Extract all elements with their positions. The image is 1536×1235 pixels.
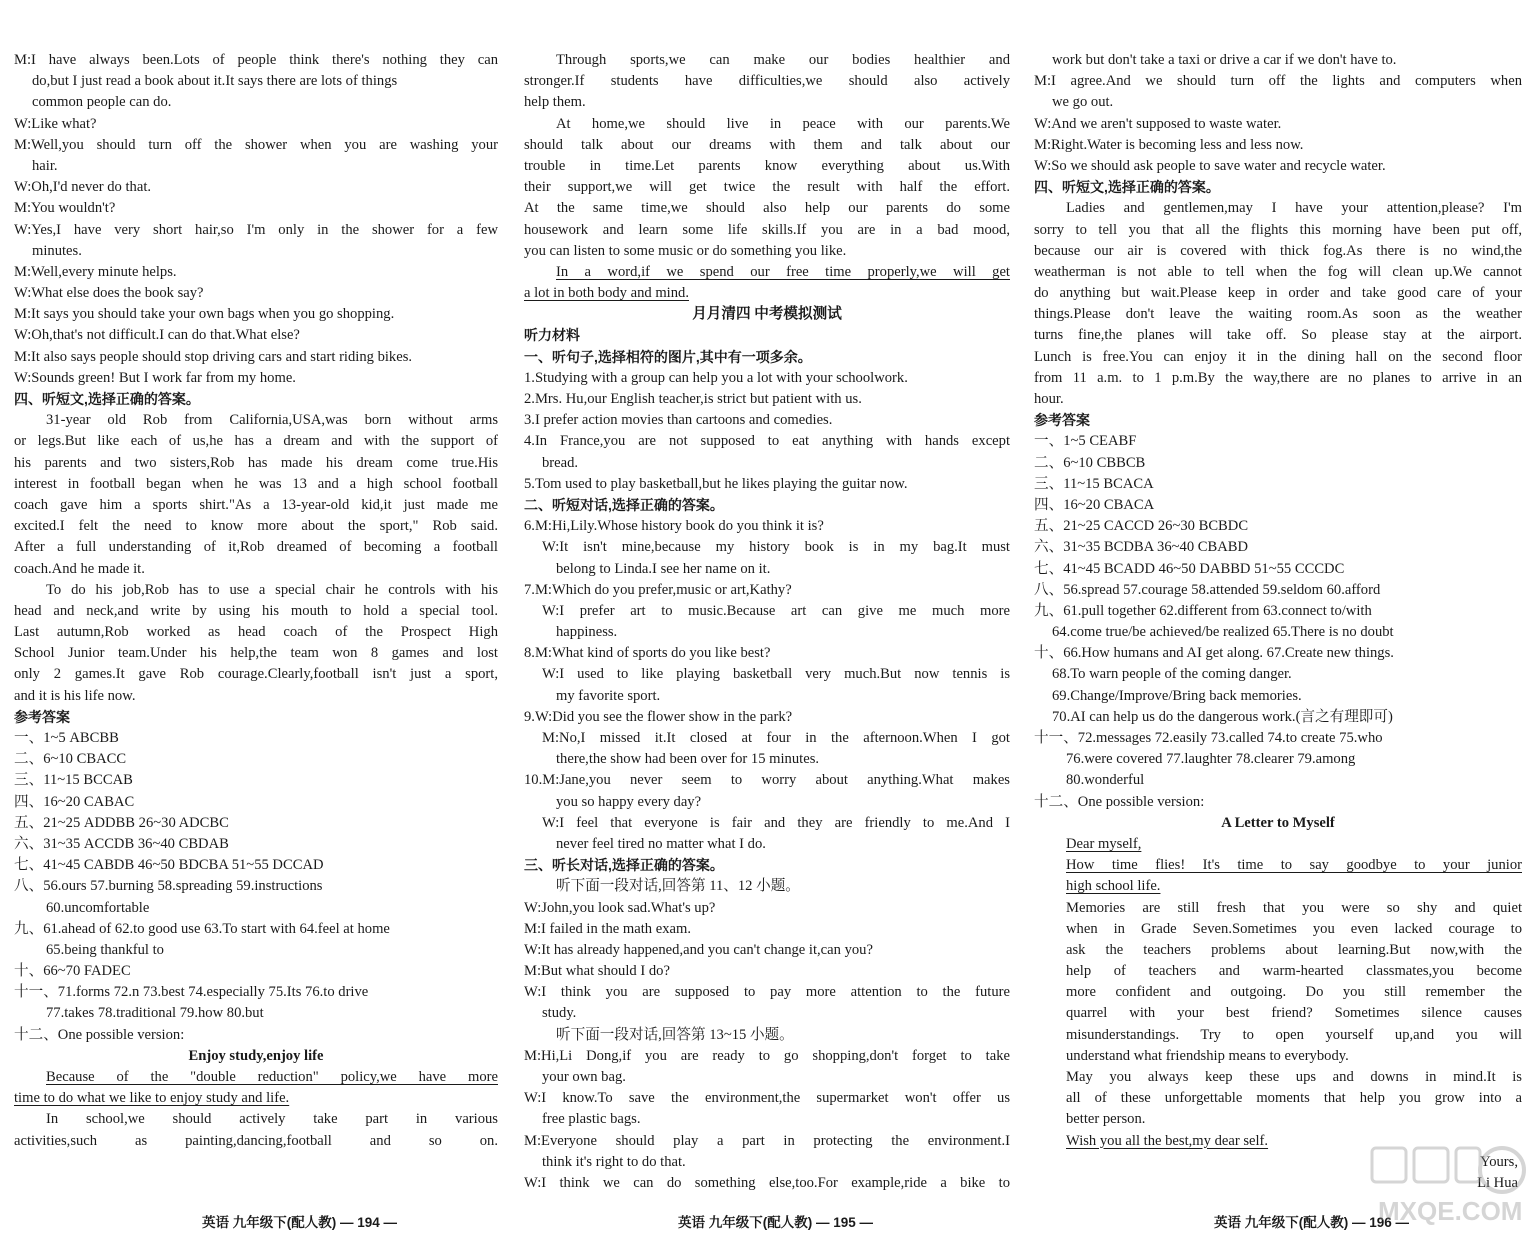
text-line: study. (542, 1005, 577, 1022)
text-line: Through sports,we can make our bodies healthier and (556, 52, 1010, 68)
text-line: ask the teachers problems about learning.But now,with the (1066, 941, 1522, 958)
text-line: free plastic bags. (542, 1111, 641, 1128)
text-line: Memories are still fresh that you were so shy and quiet (1066, 899, 1522, 916)
text-line: never feel tired no matter what I do. (556, 835, 766, 852)
text-line: M:I failed in the math exam. (524, 920, 691, 937)
text-line: interest in football began when he was 13 and a high school football (14, 475, 498, 492)
text-line: 听下面一段对话,回答第 13~15 小题。 (556, 1026, 794, 1043)
text-line: help them. (524, 94, 586, 111)
text-line: 65.being thankful to (46, 941, 164, 958)
text-line: or legs.But like each of us,he has a dream and with the support of (14, 433, 498, 450)
text-line: M:Right.Water is becoming less and less now. (1034, 136, 1304, 153)
text-line: coach gave him a sports shirt."As a 13-year-old kid,it just made me (14, 496, 498, 513)
text-line: should talk about our dreams with them and talk about our (524, 136, 1010, 153)
text-line: W:Yes,I have very short hair,so I'm only in the shower for a few (14, 221, 498, 238)
text-line: At the same time,we should also help our parents do some (524, 200, 1010, 217)
text-line: 4.In France,you are not supposed to eat anything with hands except (524, 433, 1010, 450)
text-line: 九、61.pull together 62.different from 63.connect to/with (1034, 602, 1372, 619)
text-line: from 11 a.m. to 1 p.m.By the way,there are no planes to arrive in an (1034, 369, 1522, 386)
text-line: housework and learn some life skills.If you are in a bad mood, (524, 221, 1010, 238)
text-line: coach.And he made it. (14, 560, 145, 577)
text-line: 六、31~35 BCDBA 36~40 CBABD (1034, 539, 1249, 556)
text-line: 9.W:Did you see the flower show in the park? (524, 708, 793, 725)
text-line: 6.M:Hi,Lily.Whose history book do you think it is? (524, 518, 824, 535)
text-line: 七、41~45 CABDB 46~50 BDCBA 51~55 DCCAD (14, 857, 324, 874)
text-line: 四、16~20 CABAC (14, 793, 135, 810)
text-line: think it's right to do that. (542, 1153, 686, 1170)
text-line: W:So we should ask people to save water and recycle water. (1034, 157, 1386, 174)
text-line: M:I agree.And we should turn off the lights and computers when (1034, 73, 1522, 90)
text-line: head and neck,and write by using his mouth to hold a special tool. (14, 602, 498, 619)
text-line: 月月清四 中考模拟测试 (692, 306, 842, 323)
text-line: School Junior team.Under his help,the team won 8 games and lost (14, 645, 498, 662)
text-line: Lunch is free.You can enjoy it in the dining hall on the second floor (1034, 348, 1522, 365)
text-line: W:I used to like playing basketball very much.But now tennis is (542, 666, 1010, 683)
text-line: M:You wouldn't? (14, 200, 116, 217)
text-line: quarrel with your best friend? Sometimes silence causes (1066, 1005, 1522, 1022)
text-line: 七、41~45 BCADD 46~50 DABBD 51~55 CCCDC (1034, 560, 1345, 577)
text-line: hour. (1034, 391, 1064, 407)
text-line: things.Please don't leave the waiting room.As soon as the weather (1034, 306, 1522, 323)
text-line: trouble in time.Let parents know everything about us.With (524, 157, 1010, 174)
text-line: 八、56.ours 57.burning 58.spreading 59.instructions (14, 878, 323, 895)
text-line: Li Hua (1477, 1174, 1518, 1191)
text-line: At home,we should live in peace with our parents.We (556, 115, 1010, 132)
text-line: bread. (542, 454, 579, 471)
text-line: 五、21~25 CACCD 26~30 BCBDC (1034, 518, 1249, 535)
text-line: 六、31~35 ACCDB 36~40 CBDAB (14, 835, 229, 852)
text-line: W:It isn't mine,because my history book is in my bag.It must (542, 539, 1010, 556)
text-line: 10.M:Jane,you never seem to worry about anything.What makes (524, 772, 1010, 789)
text-line: help of teachers and warm-hearted classmates,you become (1066, 963, 1522, 980)
text-line: 80.wonderful (1066, 772, 1145, 789)
text-line: In a word,if we spend our free time properly,we will get (556, 263, 1010, 280)
text-line: 2.Mrs. Hu,our English teacher,is strict but patient with us. (524, 391, 862, 407)
text-line: 8.M:What kind of sports do you like best? (524, 645, 771, 662)
text-line: weatherman is not able to tell when the fog will clean up.We cannot (1034, 263, 1522, 280)
text-line: 二、听短对话,选择正确的答案。 (524, 496, 724, 513)
text-line: 四、16~20 CBACA (1034, 496, 1155, 513)
text-line: M:It says you should take your own bags when you go shopping. (14, 306, 395, 323)
text-line: 参考答案 (1034, 412, 1090, 429)
text-line: Yours, (1480, 1153, 1518, 1170)
text-line: 二、6~10 CBACC (14, 751, 127, 768)
watermark-text: MXQE.COM (1378, 1196, 1523, 1226)
text-line: 1.Studying with a group can help you a lot with your schoolwork. (524, 369, 908, 386)
text-line: W:Oh,that's not difficult.I can do that.What else? (14, 327, 300, 344)
text-line: 60.uncomfortable (46, 899, 150, 916)
text-line: do anything but wait.Please keep in order and take good care of your (1034, 285, 1522, 302)
text-line: W:Oh,I'd never do that. (14, 179, 152, 196)
text-line: M:It also says people should stop driving cars and start riding bikes. (14, 348, 413, 365)
text-line: 68.To warn people of the coming danger. (1052, 666, 1292, 683)
text-line: my favorite sport. (556, 687, 661, 704)
text-line: 3.I prefer action movies than cartoons and comedies. (524, 412, 833, 429)
text-line: W:Sounds green! But I work far from my home. (14, 369, 296, 386)
text-line: 二、6~10 CBBCB (1034, 454, 1146, 471)
text-line: 64.come true/be achieved/be realized 65.There is no doubt (1052, 624, 1394, 641)
text-line: Dear myself, (1066, 835, 1142, 852)
text-line: when in Grade Seven.Sometimes you even lacked courage to (1066, 920, 1522, 937)
text-line: you so happy every day? (556, 793, 702, 810)
text-line: W:I feel that everyone is fair and they are friendly to me.And I (542, 814, 1010, 831)
text-line: 听下面一段对话,回答第 11、12 小题。 (556, 878, 800, 895)
text-line: Wish you all the best,my dear self. (1066, 1132, 1269, 1149)
text-line: M:Well,every minute helps. (14, 263, 177, 280)
text-line: W:I think you are supposed to pay more attention to the future (524, 984, 1010, 1001)
text-line: 7.M:Which do you prefer,music or art,Kathy? (524, 581, 792, 598)
column-page-194 (14, 50, 498, 1152)
column-page-196 (1034, 50, 1522, 1194)
text-line: understand what friendship means to everybody. (1066, 1047, 1349, 1064)
text-line: 四、听短文,选择正确的答案。 (14, 391, 200, 407)
text-line: 69.Change/Improve/Bring back memories. (1052, 687, 1302, 704)
text-line: W:And we aren't supposed to waste water. (1034, 115, 1282, 132)
text-line: and it is his life now. (14, 687, 136, 704)
text-line: only 2 games.It gave Rob courage.Clearly,football isn't just a sport, (14, 666, 498, 683)
text-line: Because of the "double reduction" policy,we have more (46, 1069, 498, 1085)
text-line: May you always keep these ups and downs in mind.It is (1066, 1069, 1522, 1085)
text-line: 三、11~15 BCCAB (14, 772, 133, 789)
text-line: misunderstandings. Try to open yourself up,and you will (1066, 1026, 1522, 1043)
text-line: 三、听长对话,选择正确的答案。 (524, 857, 724, 874)
text-line: 十、66.How humans and AI get along. 67.Create new things. (1034, 645, 1394, 662)
text-line: 十二、One possible version: (1034, 793, 1205, 810)
text-line: After a full understanding of it,Rob dreamed of becoming a football (14, 539, 498, 556)
footer-page-195: 英语 九年级下(配人教) — 195 — (678, 1215, 874, 1230)
text-line: high school life. (1066, 878, 1161, 895)
text-line: 参考答案 (14, 708, 70, 725)
text-line: 77.takes 78.traditional 79.how 80.but (46, 1005, 264, 1022)
text-line: 一、1~5 CEABF (1034, 433, 1137, 450)
text-line: minutes. (32, 242, 82, 259)
text-line: M:No,I missed it.It closed at four in the afternoon.When I got (542, 730, 1010, 746)
text-line: M:Well,you should turn off the shower when you are washing your (14, 136, 498, 153)
text-line: W:I prefer art to music.Because art can give me much more (542, 602, 1010, 619)
text-line: activities,such as painting,dancing,football and so on. (14, 1132, 498, 1149)
text-line: M:I have always been.Lots of people think there's nothing they can (14, 52, 498, 68)
text-line: To do his job,Rob has to use a special chair he controls with his (46, 581, 498, 598)
text-line: 5.Tom used to play basketball,but he likes playing the guitar now. (524, 475, 908, 492)
text-line: M:Everyone should play a part in protecting the environment.I (524, 1132, 1010, 1149)
text-line: do,but I just read a book about it.It says there are lots of things (32, 73, 398, 90)
text-line: W:What else does the book say? (14, 285, 204, 302)
text-line: your own bag. (542, 1069, 626, 1085)
text-line: 一、1~5 ABCBB (14, 730, 119, 746)
text-line: A Letter to Myself (1221, 814, 1335, 831)
text-line: we go out. (1052, 94, 1114, 111)
text-line: Enjoy study,enjoy life (188, 1047, 324, 1064)
text-line: stronger.If students have difficulties,we should also actively (524, 73, 1010, 90)
text-line: In school,we should actively take part in various (46, 1111, 498, 1128)
text-line: How time flies! It's time to say goodbye to your junior (1066, 857, 1522, 874)
text-line: excited.I felt the need to know more about the sport," Rob said. (14, 518, 498, 535)
text-line: 听力材料 (524, 327, 580, 344)
text-line: better person. (1066, 1111, 1146, 1128)
text-line: a lot in both body and mind. (524, 285, 689, 302)
text-line: you can listen to some music or do something you like. (524, 242, 847, 259)
text-line: there,the show had been over for 15 minutes. (556, 751, 820, 768)
text-line: 31-year old Rob from California,USA,was born without arms (46, 412, 498, 429)
text-line: his parents and two sisters,Rob has made his dream come true.His (14, 454, 498, 471)
column-page-195 (524, 50, 1010, 1194)
footer-page-196: 英语 九年级下(配人教) — 196 — (1214, 1215, 1410, 1230)
text-line: 十、66~70 FADEC (14, 963, 131, 980)
text-line: 76.were covered 77.laughter 78.clearer 79.among (1066, 751, 1356, 768)
text-line: W:It has already happened,and you can't change it,can you? (524, 941, 873, 958)
text-line: 三、11~15 BCACA (1034, 475, 1154, 492)
text-line: W:Like what? (14, 115, 97, 132)
text-line: 十二、One possible version: (14, 1026, 185, 1043)
footer-page-194: 英语 九年级下(配人教) — 194 — (202, 1215, 398, 1230)
text-line: 十一、71.forms 72.n 73.best 74.especially 75.Its 76.to drive (14, 984, 369, 1001)
text-line: 四、听短文,选择正确的答案。 (1034, 179, 1220, 196)
text-line: all of these unforgettable moments that help you grow into a (1066, 1090, 1522, 1107)
text-line: W:I know.To save the environment,the supermarket won't offer us (524, 1090, 1010, 1107)
text-line: 五、21~25 ADDBB 26~30 ADCBC (14, 814, 229, 831)
text-line: W:I think we can do something else,too.For example,ride a bike to (524, 1174, 1010, 1191)
text-line: 十一、72.messages 72.easily 73.called 74.to create 75.who (1034, 730, 1383, 746)
text-line: Last autumn,Rob worked as head coach of the Prospect High (14, 624, 498, 641)
text-line: 一、听句子,选择相符的图片,其中有一项多余。 (524, 348, 812, 365)
text-line: 九、61.ahead of 62.to good use 63.To start with 64.feel at home (14, 920, 390, 937)
text-line: Ladies and gentlemen,may I have your attention,please? I'm (1066, 200, 1522, 217)
text-line: time to do what we like to enjoy study and life. (14, 1090, 290, 1107)
text-line: M:But what should I do? (524, 963, 670, 980)
text-line: their support,we will get twice the result with half the effort. (524, 179, 1010, 196)
text-line: because our air is covered with thick fog.As there is no wind,the (1034, 242, 1522, 259)
text-line: belong to Linda.I see her name on it. (556, 560, 771, 577)
text-line: M:Hi,Li Dong,if you are ready to go shopping,don't forget to take (524, 1047, 1010, 1064)
text-line: more confident and outgoing. Do you still remember the (1066, 984, 1522, 1001)
text-line: sorry to tell you that all the flights this morning have been put off, (1034, 221, 1522, 238)
text-line: common people can do. (32, 94, 172, 111)
text-line: work but don't take a taxi or drive a car if we don't have to. (1052, 52, 1397, 68)
text-line: 八、56.spread 57.courage 58.attended 59.seldom 60.afford (1034, 581, 1381, 598)
text-line: happiness. (556, 624, 618, 641)
text-line: hair. (32, 157, 58, 174)
text-line: 70.AI can help us do the dangerous work.(言之有理即可) (1052, 708, 1393, 725)
text-line: turns fine,the planes will take off. So please stay at the airport. (1034, 327, 1522, 344)
text-line: W:John,you look sad.What's up? (524, 899, 716, 916)
